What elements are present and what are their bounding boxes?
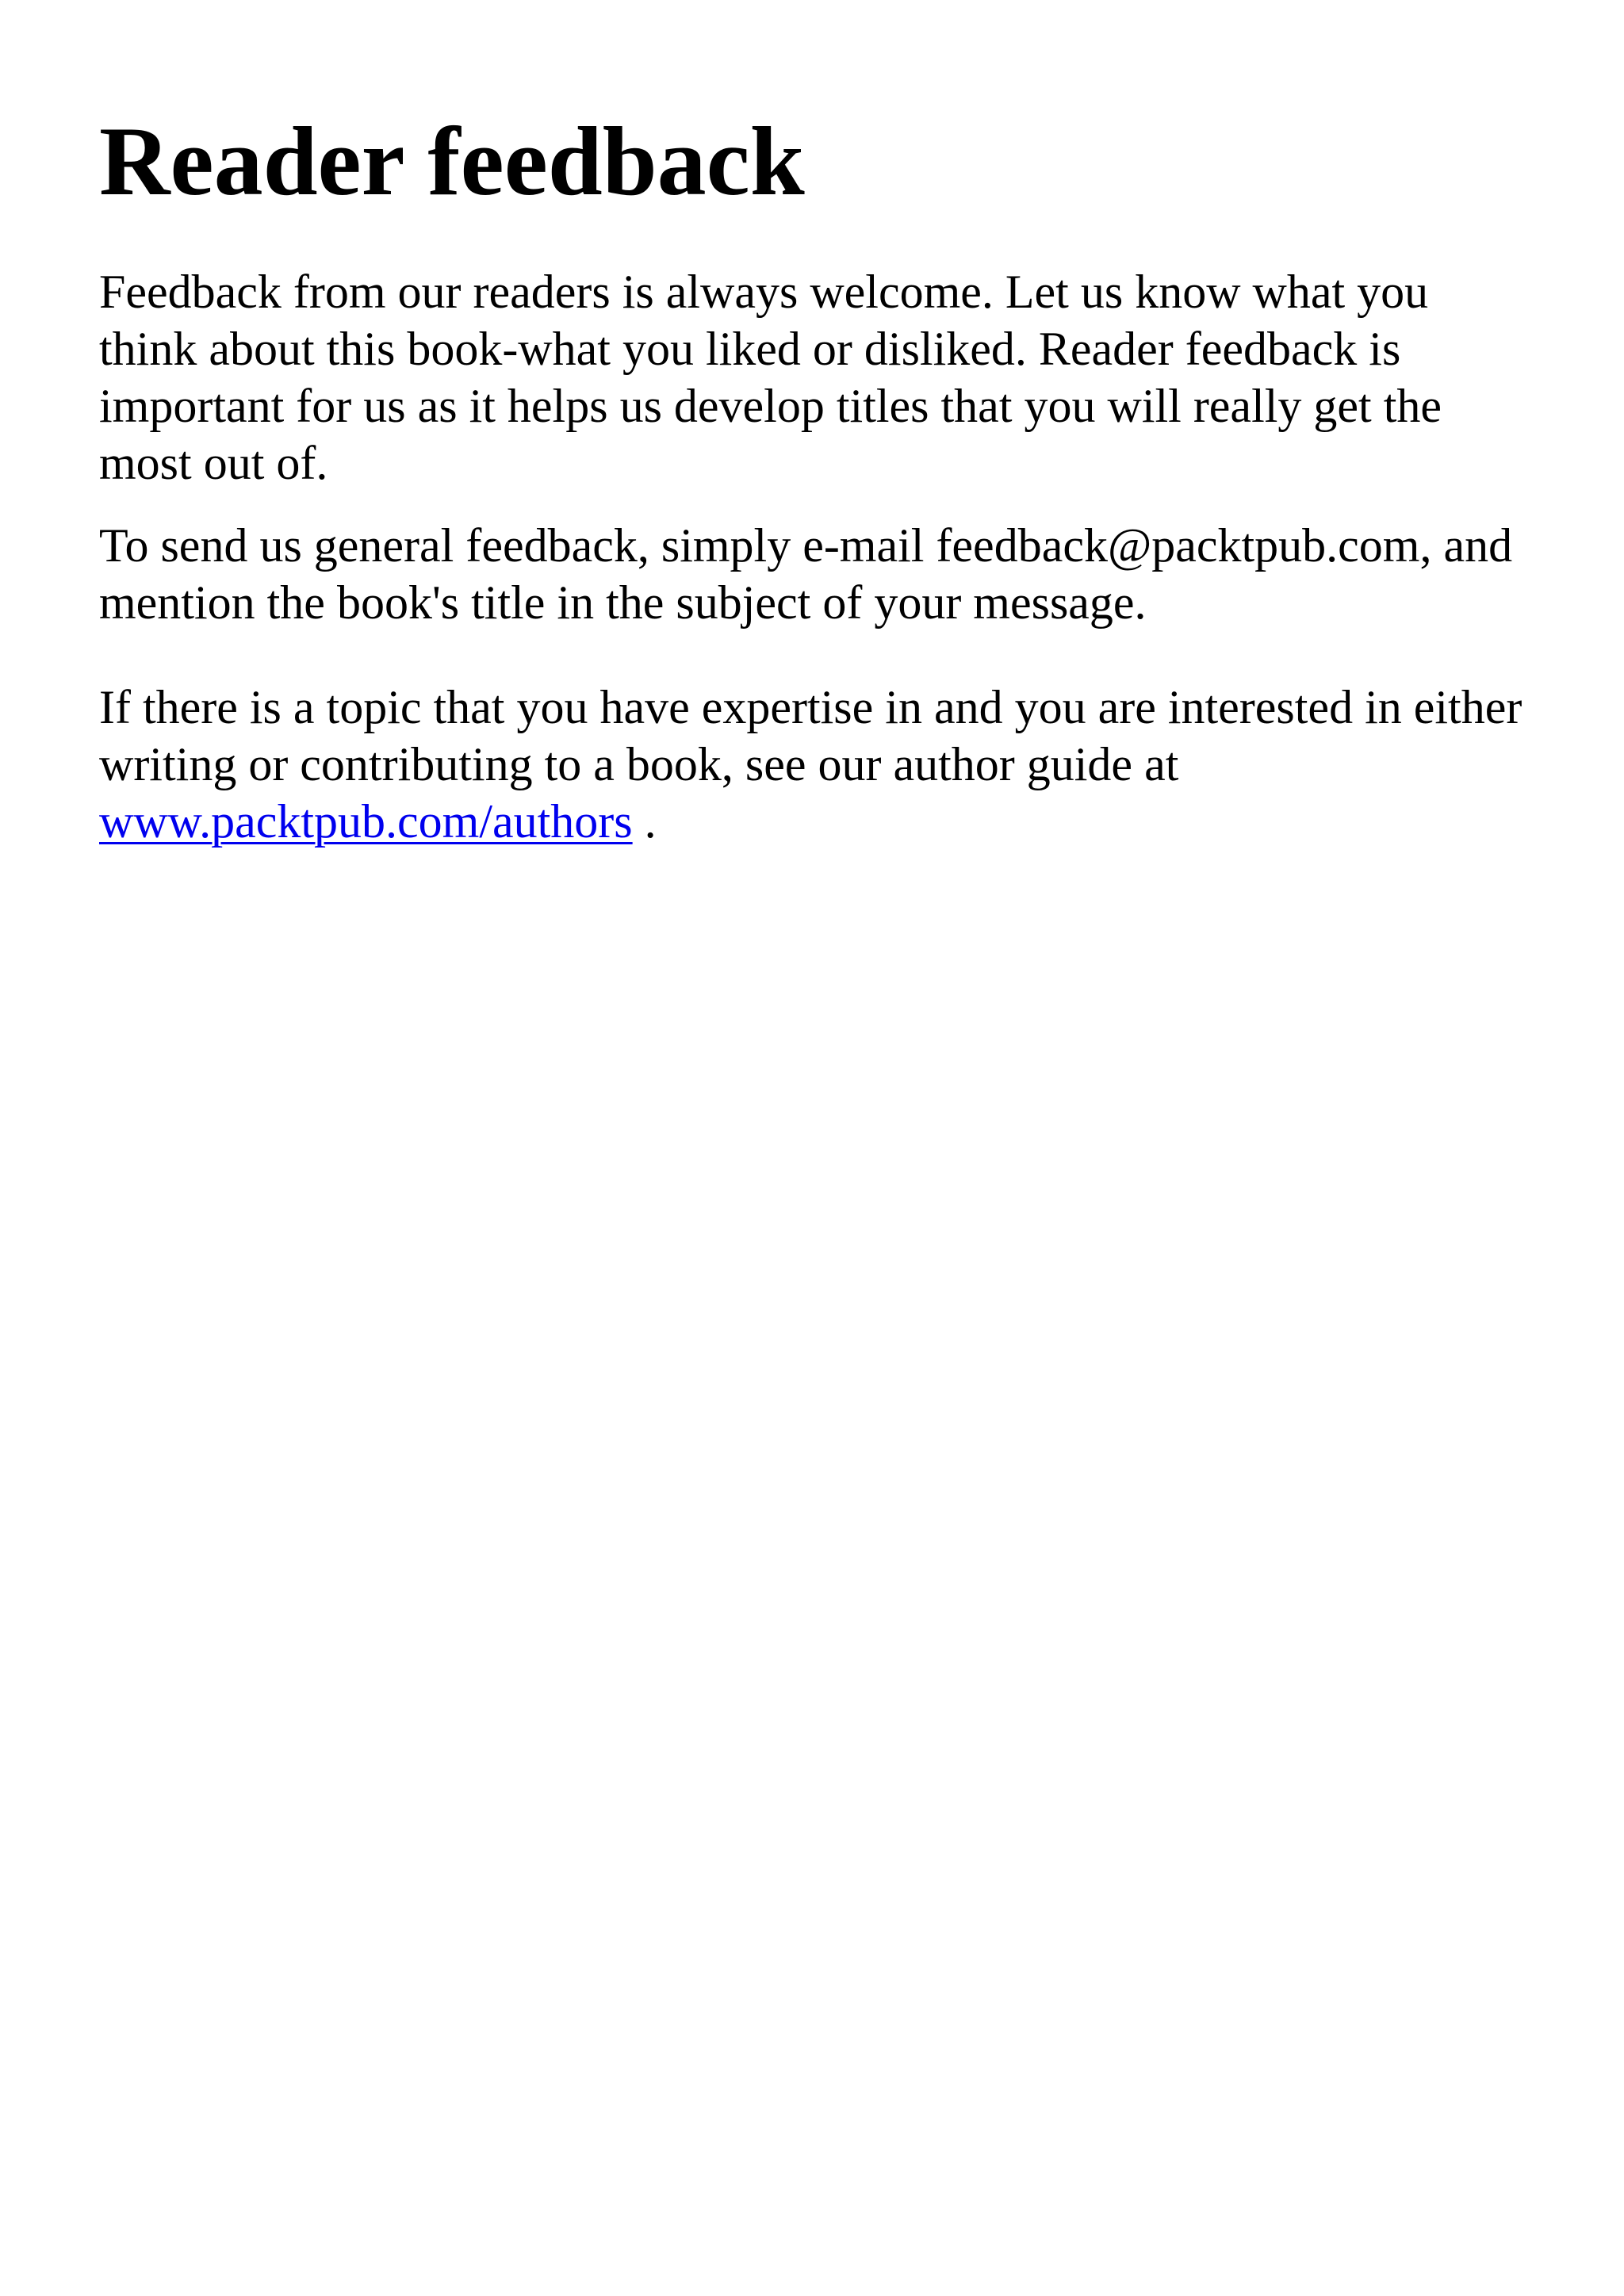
general-feedback-paragraph: To send us general feedback, simply e-mail feedback@packtpub.com, and mention the book's title in the subject of your message. <box>99 519 1513 629</box>
author-guide-trailing-text: . <box>632 795 657 848</box>
author-guide-text: If there is a topic that you have expertise in and you are interested in either writing or contributing to a book, see our author guide at <box>99 681 1522 790</box>
page-title: Reader feedback <box>99 107 805 216</box>
feedback-intro-paragraph: Feedback from our readers is always welcome. Let us know what you think about this book-what you liked or disliked. Reader feedback is important for us as it helps us develop titles that you will really get the most out of. <box>99 266 1442 489</box>
document-page <box>99 95 1526 850</box>
author-guide-link[interactable]: www.packtpub.com/authors <box>99 795 633 848</box>
author-guide-paragraph <box>99 679 1526 850</box>
